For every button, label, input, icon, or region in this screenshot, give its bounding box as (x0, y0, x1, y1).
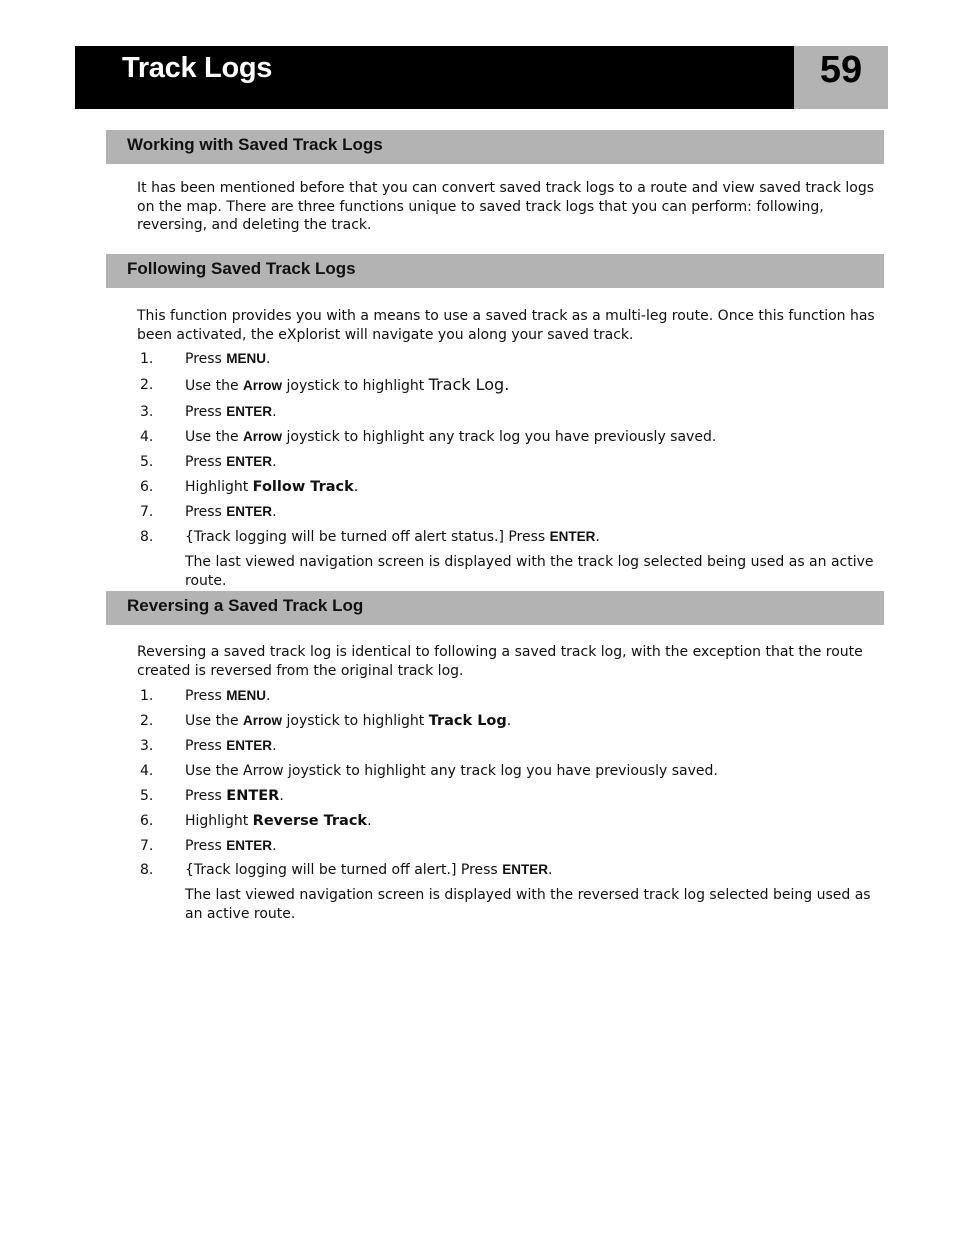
key-label: ENTER (226, 404, 273, 419)
section-title: Reversing a Saved Track Log (127, 596, 364, 615)
page-number: 59 (819, 49, 863, 91)
section-heading-reversing (106, 591, 884, 625)
key-label: ENTER (502, 862, 548, 877)
key-label: ENTER (226, 738, 273, 753)
key-label: MENU (226, 688, 267, 703)
key-label: ENTER (226, 504, 273, 519)
section-heading-working (106, 130, 884, 164)
menu-item-label: Track Log. (428, 375, 510, 394)
key-label: MENU (226, 351, 267, 366)
section-heading-following (106, 254, 884, 288)
section-intro-working: It has been mentioned before that you can convert saved track logs to a route and view saved track logs on the map. There are three functions unique to saved track logs that you can perform: following, reversing, and deleting the track. (137, 180, 875, 234)
menu-item-label: Reverse Track (252, 813, 368, 829)
key-label: ENTER (549, 529, 596, 544)
section-title: Working with Saved Track Logs (127, 135, 383, 154)
section-title: Following Saved Track Logs (127, 259, 356, 278)
section-intro-reversing: Reversing a saved track log is identical to following a saved track log, with the exception that the route created is reversed from the original track log. (137, 644, 863, 679)
key-label: ENTER (226, 838, 273, 853)
menu-item-label: Follow Track (252, 479, 354, 495)
section-intro-following: This function provides you with a means to use a saved track as a multi-leg route. Once this function has been activated, the eXplorist will navigate you along your saved track. (137, 308, 875, 343)
step-note: The last viewed navigation screen is displayed with the reversed track log selected being used as an active route. (185, 887, 871, 922)
step-note: The last viewed navigation screen is displayed with the track log selected being used as an active route. (185, 554, 874, 589)
menu-item-label: Track Log (428, 713, 507, 729)
key-label: Arrow (243, 429, 283, 444)
key-label: Arrow (243, 713, 283, 728)
chapter-header (75, 46, 794, 109)
chapter-title: Track Logs (122, 52, 273, 84)
page-number-box (794, 46, 888, 109)
key-label: ENTER (226, 788, 280, 804)
key-label: Arrow (243, 378, 283, 393)
key-label: ENTER (226, 454, 273, 469)
